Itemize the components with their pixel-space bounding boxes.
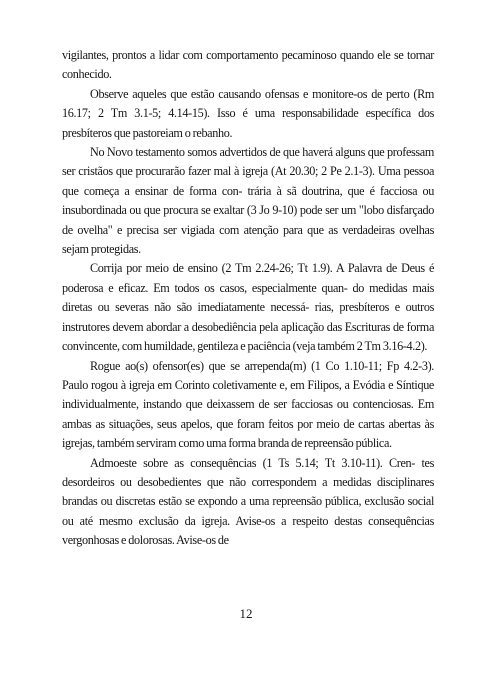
paragraph-correct-by-teaching: Corrija por meio de ensino (2 Tm 2.24-26; Tt 1.9). A Palavra de Deus é poderosa e eficaz. Em todos os casos, especialmente quan- do medidas mais diretas ou severas não são imediatamente necessá- rias, presbíteros e outros instrutores devem abordar a desobediência pela aplicação das Escrituras de forma convincente, com humildade, gentileza e paciência (veja também 2 Tm 3.16-4.2). (62, 261, 434, 354)
paragraph-admonish-consequences: Admoeste sobre as consequências (1 Ts 5.14; Tt 3.10-11). Cren- tes desordeiros ou desobedientes que não correspondem a medidas disciplinares brandas ou discretas estão se expondo a uma repreensão pública, exclusão social ou até mesmo exclusão da igreja. Avise-os a respeito destas consequências vergonhosas e dolorosas. Avise-os de (62, 455, 434, 548)
paragraph-monitor-offenders: Observe aqueles que estão causando ofensas e monitore-os de perto (Rm 16.17; 2 Tm 3.1-5; 4.14-15). Isso é uma responsabilidade específica dos presbíteros que pastoreiam o rebanho. (62, 86, 434, 140)
paragraph-continuation: vigilantes, prontos a lidar com comportamento pecaminoso quando ele se tornar conhecido. (62, 48, 434, 82)
body-text (62, 46, 434, 551)
paragraph-new-testament-warning: No Novo testamento somos advertidos de que haverá alguns que professam ser cristãos que procurarão fazer mal à igreja (At 20.30; 2 Pe 2.1-3). Uma pessoa que começa a ensinar de forma con- trária à sã doutrina, que é facciosa ou insubordinada ou que procura se exaltar (3 Jo 9-10) pode ser um "lobo disfarçado de ovelha" e precisa ser vigiada com atenção para que as verdadeiras ovelhas sejam protegidas. (62, 145, 434, 257)
page-number: 12 (239, 606, 253, 621)
paragraph-urge-repentance: Rogue ao(s) ofensor(es) que se arrependa(m) (1 Co 1.10-11; Fp 4.2-3). Paulo rogou à igreja em Corinto coletivamente e, em Filipos, a Evódia e Síntique individualmente, instando que deixassem de ser facciosas ou contenciosas. Em ambas as situações, seus apelos, que foram feitos por meio de cartas abertas às igrejas, também serviram como uma forma branda de repreensão pública. (62, 358, 434, 451)
